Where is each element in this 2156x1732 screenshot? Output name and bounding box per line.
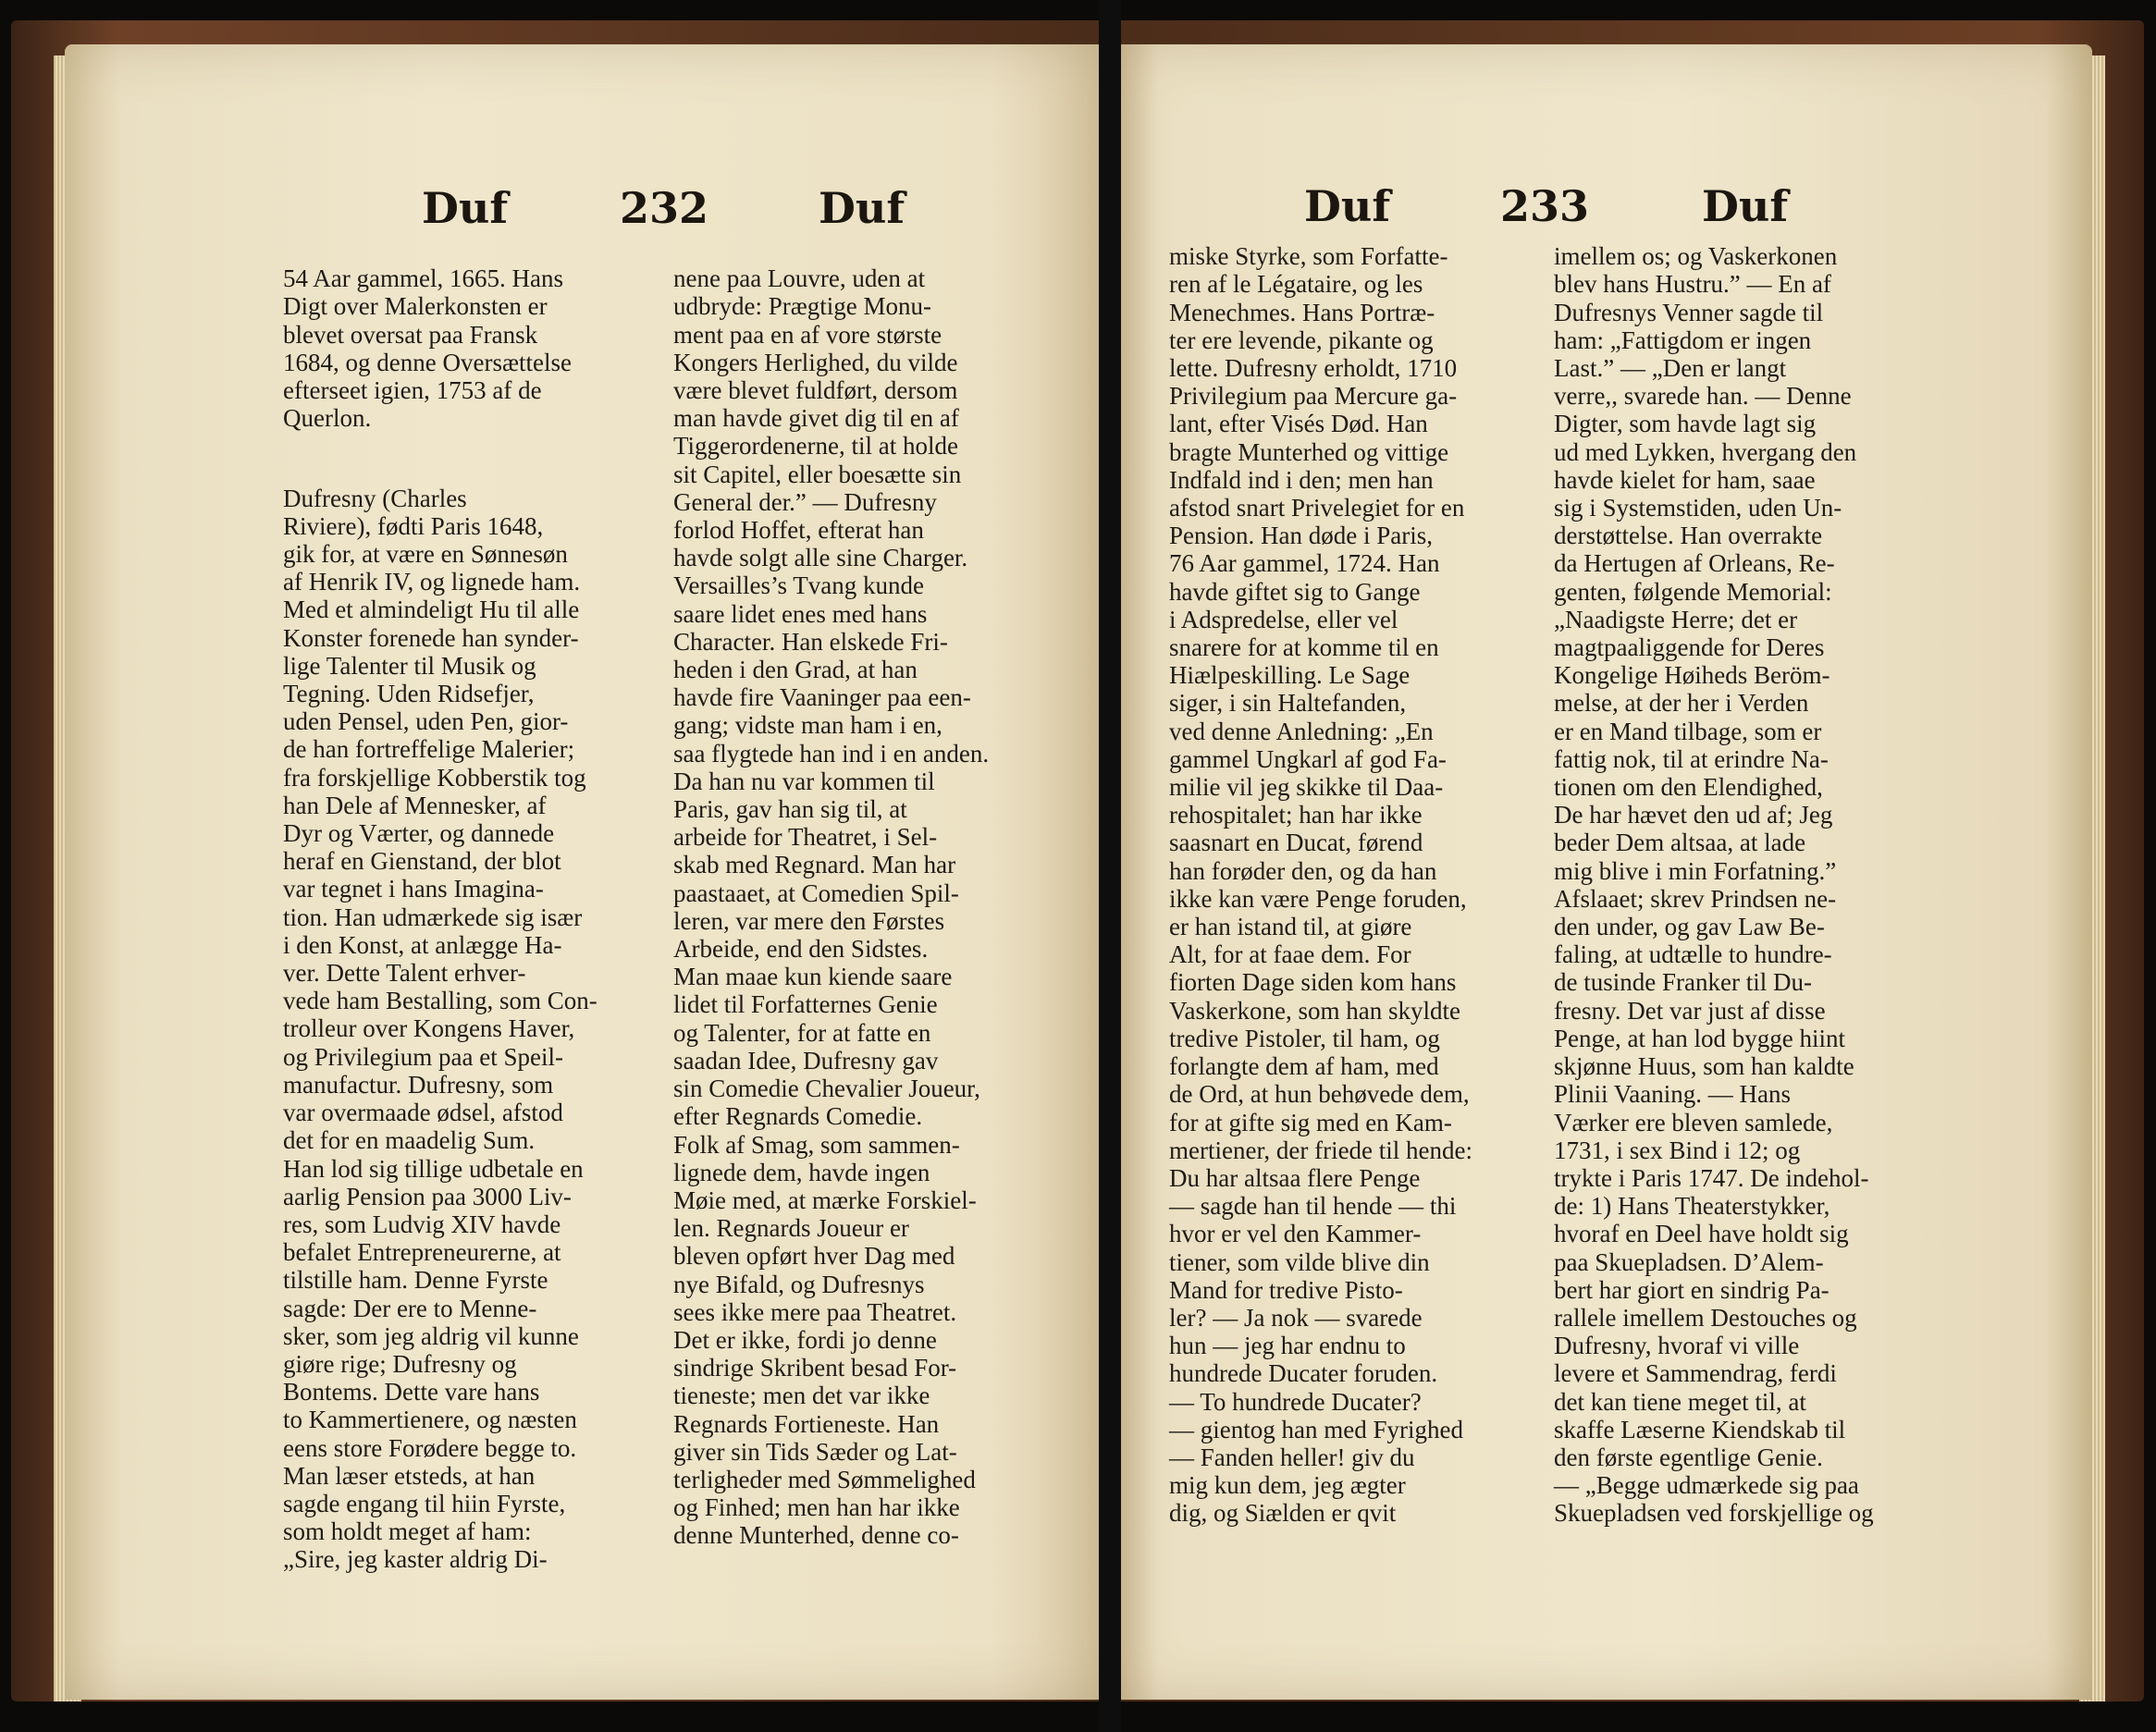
- right-header-right-word: Duf: [1702, 181, 1789, 231]
- right-page-column-2: [1554, 215, 1931, 1555]
- left-page-column-1: [283, 237, 649, 1602]
- paragraph-comic-strength: miske Styrke, som Forfatte- ren af le Légataire, og les Menechmes. Hans Portræ- ter ere levende, pikante og lette. Dufresny erholdt, 1710 Privilegium paa Mercure ga- lant, efter Visés Død. Han bragte Munterhed og vittige Indfald ind i den; men han afstod snart Privelegiet for en Pension. Han døde i Paris, 76 Aar gammel, 1724. Han havde giftet sig to Gange i Adspredelse, eller vel snarere for at komme til en Hiælpeskilling. Le Sage siger, i sin Haltefanden, ved denne Anledning: „En gammel Ungkarl af god Fa- milie vil jeg skikke til Daa- rehospitalet; han har ikke saasnart en Ducat, førend han forøder den, og da han ikke kan være Penge foruden, er han istand til, at giøre Alt, for at faae dem. For fiorten Dage siden kom hans Vaskerkone, som han skyldte tredive Pistoler, til ham, og forlangte dem af ham, med de Ord, at hun behøvede dem, for at gifte sig med en Kam- mertiener, der friede til hende: Du har altsaa flere Penge — sagde han til hende — thi hvor er vel den Kammer- tiener, som vilde blive din Mand for tredive Pisto- ler? — Ja nok — svarede hun — jeg har endnu to hundrede Ducater foruden. — To hundrede Ducater? — gientog han med Fyrighed — Fanden heller! giv du mig kun dem, jeg ægter dig, og Siælden er qvit: [1169, 242, 1473, 1528]
- right-page: [1121, 44, 2092, 1700]
- paragraph-poverty: imellem os; og Vaskerkonen blev hans Hustru.” — En af Dufresnys Venner sagde til ham: „Fattigdom er ingen Last.” — „Den er langt verre,, svarede han. — Denne Digter, som havde lagt sig ud med Lykken, hvergang den havde kielet for ham, saae sig i Systemstiden, uden Un- derstøttelse. Han overrakte da Hertugen af Orleans, Re- genten, følgende Memorial: „Naadigste Herre; det er magtpaaliggende for Deres Kongelige Høiheds Beröm- melse, at der her i Verden er en Mand tilbage, som er fattig nok, til at erindre Na- tionen om den Elendighed, De har hævet den ud af; Jeg beder Dem altsaa, at lade mig blive i min Forfatning.” Afslaaet; skrev Prindsen ne- den under, og gav Law Be- faling, at udtælle to hundre- de tusinde Franker til Du- fresny. Det var just af disse Penge, at han lod bygge hiint skjønne Huus, som han kaldte Plinii Vaaning. — Hans Værker ere bleven samlede, 1731, i sex Bind i 12; og trykte i Paris 1747. De indehol- de: 1) Hans Theaterstykker, hvoraf en Deel have holdt sig paa Skuepladsen. D’Alem- bert har giort en sindrig Pa- rallele imellem Destouches og Dufresny, hvoraf vi ville levere et Sammendrag, ferdi det kan tiene meget til, at skaffe Læserne Kiendskab til den første egentlige Genie. — „Begge udmærkede sig paa Skuepladsen ved forskjellige og: [1554, 242, 1874, 1528]
- page-gutter: [1099, 0, 1121, 1732]
- right-header-left-word: Duf: [1304, 181, 1391, 231]
- left-page-header: [65, 183, 1099, 239]
- left-header-right-word: Duf: [819, 183, 906, 233]
- left-page-number: 232: [620, 183, 709, 233]
- left-page: [65, 44, 1099, 1700]
- right-page-number: 233: [1500, 181, 1590, 231]
- paragraph-querlon: 54 Aar gammel, 1665. Hans Digt over Malerkonsten er blevet oversat paa Fransk 1684, og denne Oversættelse efterseet igien, 1753 af de Querlon.: [283, 264, 572, 433]
- paragraph-louvre: nene paa Louvre, uden at udbryde: Prægtige Monu- ment paa en af vore største Kongers Herlighed, du vilde være blevet fuldført, dersom man havde givet dig til en af Tiggerordenerne, til at holde sit Capitel, eller boesætte sin General der.” — Dufresny forlod Hoffet, efterat han havde solgt alle sine Charger. Versailles’s Tvang kunde saare lidet enes med hans Character. Han elskede Fri- heden i den Grad, at han havde fire Vaaninger paa een- gang; vidste man ham i en, saa flygtede han ind i en anden. Da han nu var kommen til Paris, gav han sig til, at arbeide for Theatret, i Sel- skab med Regnard. Man har paastaaet, at Comedien Spil- leren, var mere den Førstes Arbeide, end den Sidstes. Man maae kun kiende saare lidet til Forfatternes Genie og Talenter, for at fatte en saadan Idee, Dufresny gav sin Comedie Chevalier Joueur, efter Regnards Comedie. Folk af Smag, som sammen- lignede dem, havde ingen Møie med, at mærke Forskiel- len. Regnards Joueur er bleven opført hver Dag med nye Bifald, og Dufresnys sees ikke mere paa Theatret. Det er ikke, fordi jo denne sindrige Skribent besad For- tieneste; men det var ikke Regnards Fortieneste. Han giver sin Tids Sæder og Lat- terligheder med Sømmelighed og Finhed; men han har ikke denne Munterhed, denne co-: [673, 264, 990, 1550]
- show-through-text: [1554, 1524, 1905, 1544]
- left-header-left-word: Duf: [422, 183, 509, 233]
- right-page-column-1: [1169, 215, 1539, 1555]
- left-page-column-2: [673, 237, 1053, 1578]
- paragraph-dufresny-intro: Dufresny (Charles Riviere), fødti Paris 1648, gik for, at være en Sønnesøn af Henrik IV, og lignede ham. Med et almindeligt Hu til alle Konster forenede han synder- lige Talenter til Musik og Tegning. Uden Ridsefjer, uden Pensel, uden Pen, gior- de han fortreffelige Malerier; fra forskjellige Kobberstik tog han Dele af Mennesker, af Dyr og Værter, og dannede heraf en Gienstand, der blot var tegnet i hans Imagina- tion. Han udmærkede sig især i den Konst, at anlægge Ha- ver. Dette Talent erhver- vede ham Bestalling, som Con- trolleur over Kongens Haver, og Privilegium paa et Speil- manufactur. Dufresny, som var overmaade ødsel, afstod det for en maadelig Sum. Han lod sig tillige udbetale en aarlig Pension paa 3000 Liv- res, som Ludvig XIV havde befalet Entrepreneurerne, at tilstille ham. Denne Fyrste sagde: Der ere to Menne- sker, som jeg aldrig vil kunne giøre rige; Dufresny og Bontems. Dette vare hans to Kammertienere, og næsten eens store Forødere begge to. Man læser etsteds, at han sagde engang til hiin Fyrste, som holdt meget af ham: „Sire, jeg kaster aldrig Di-: [283, 484, 598, 1574]
